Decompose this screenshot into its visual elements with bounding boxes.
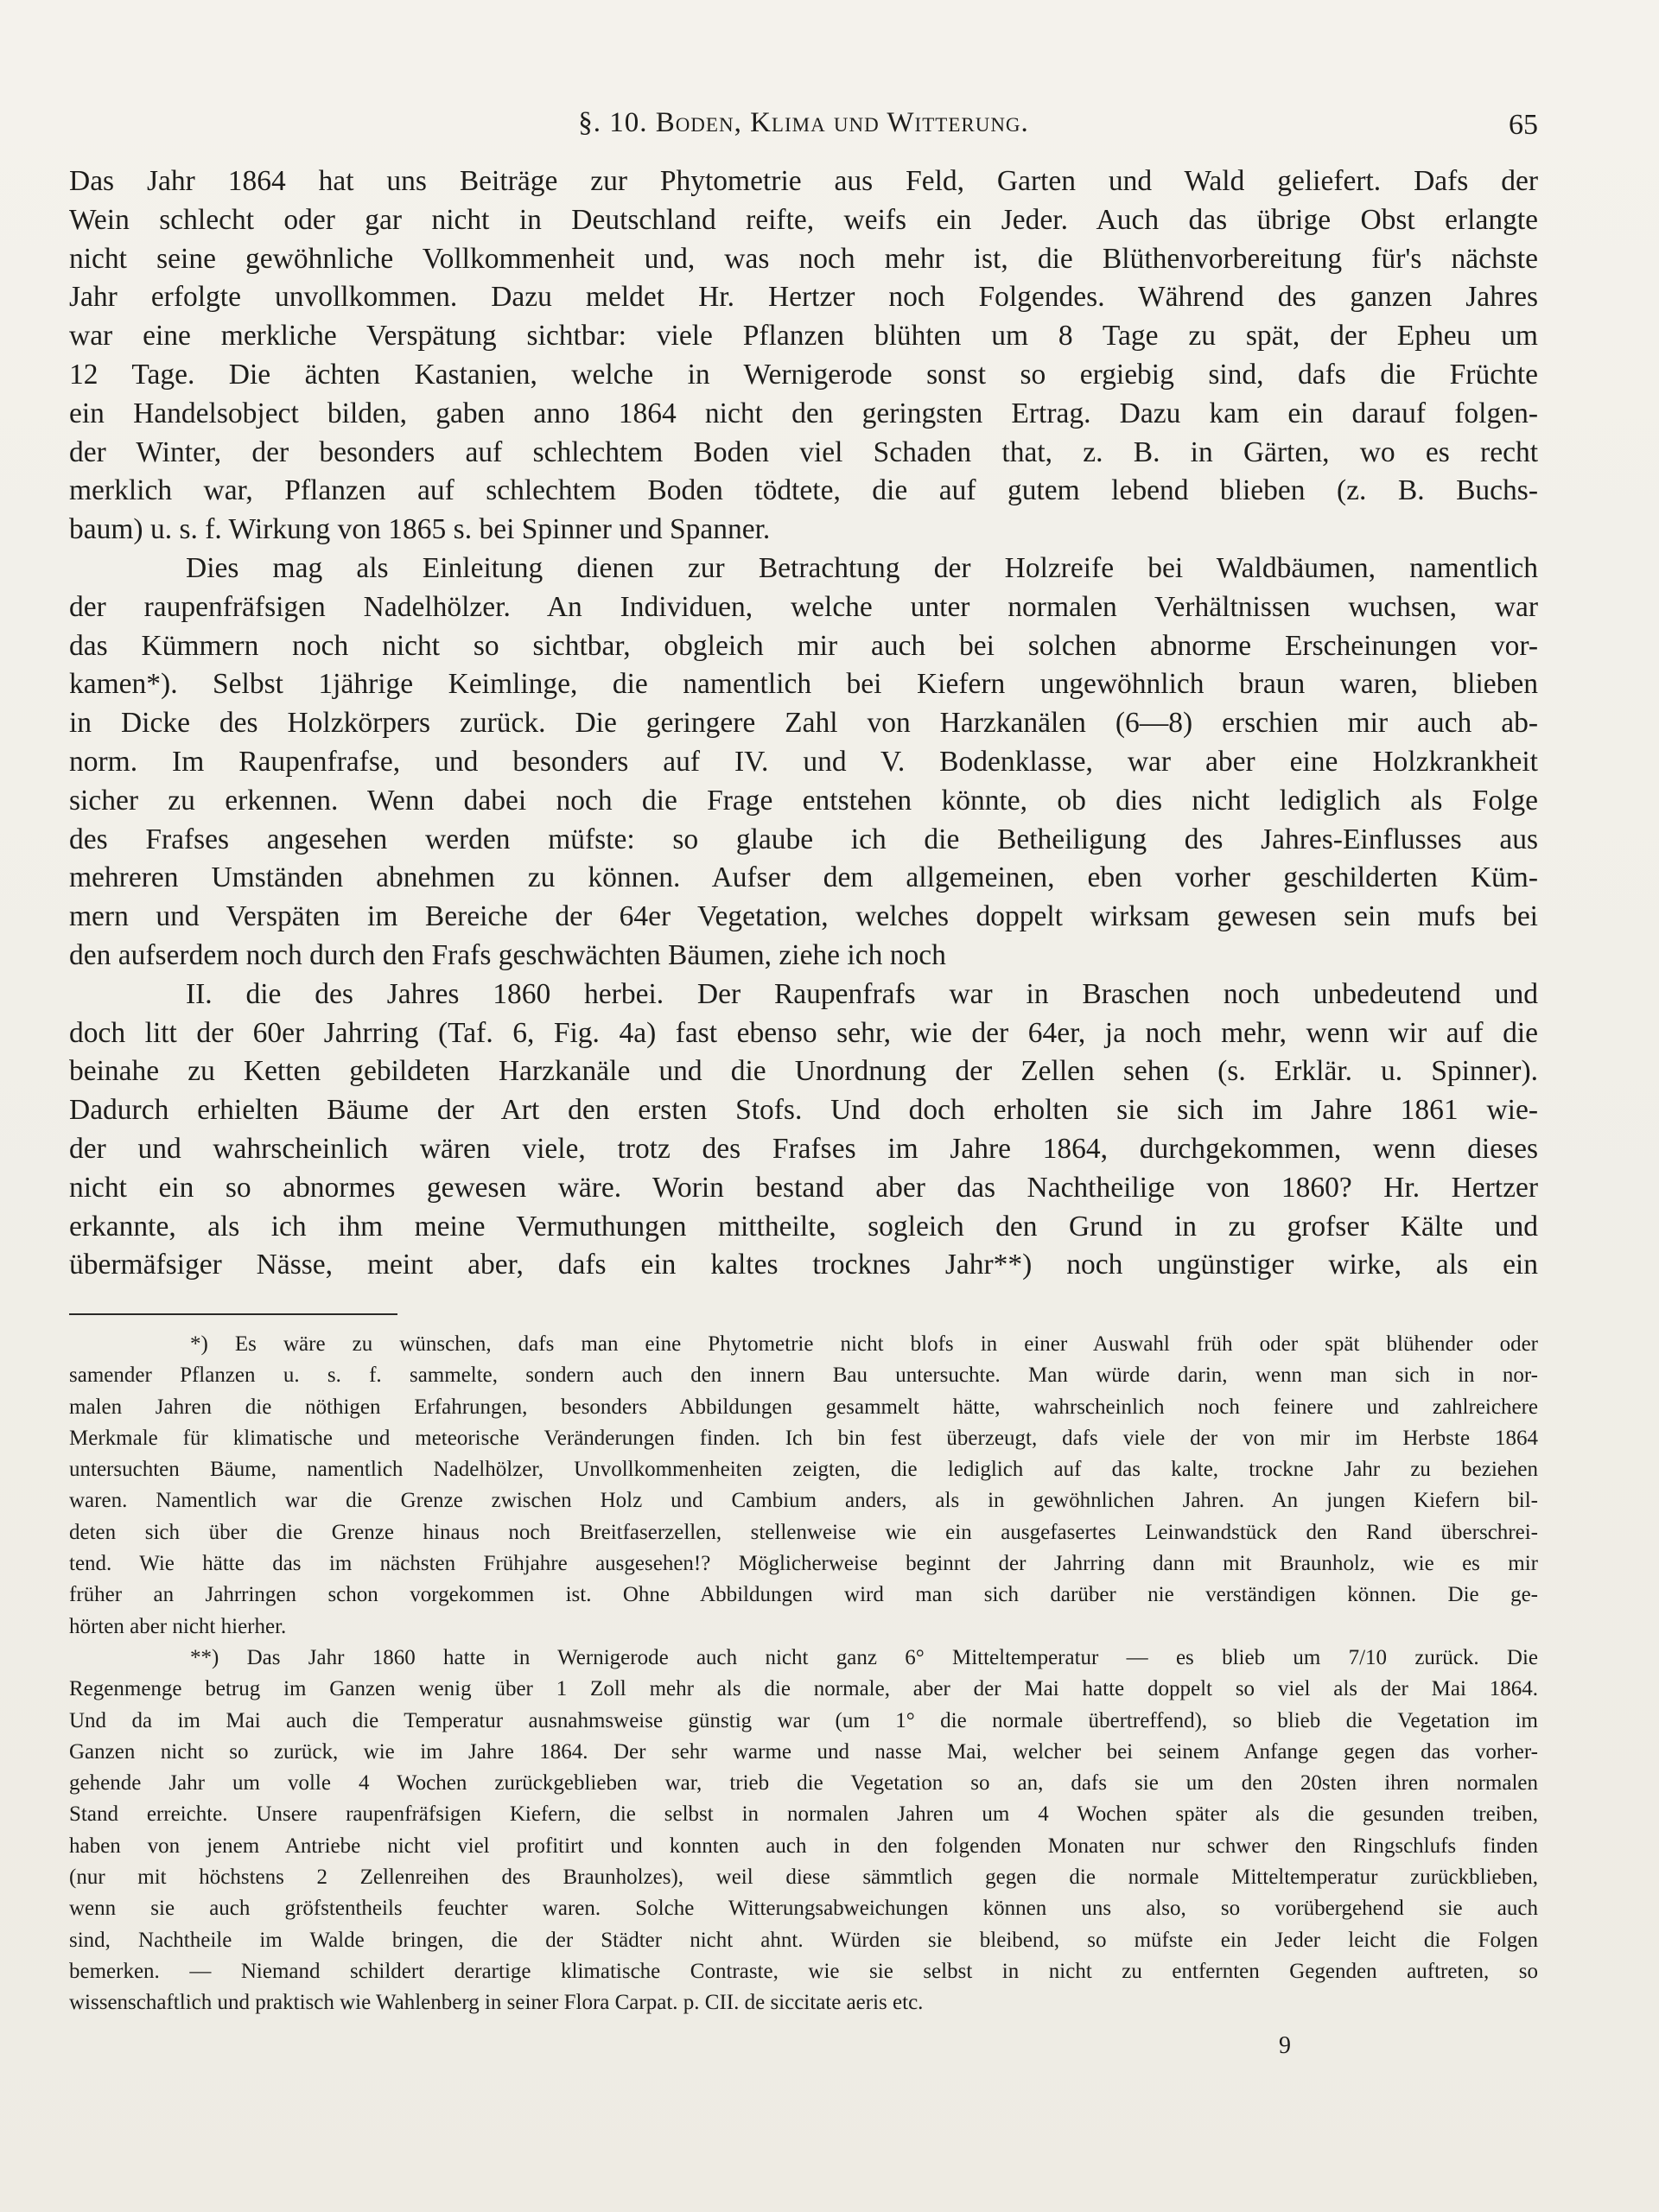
footnote-line: Merkmale für klimatische und meteorische Veränderungen finden. Ich bin fest überzeugt, dafs viele der von mir im Herbste 1864	[69, 1426, 1538, 1450]
signature-mark: 9	[1279, 2032, 1291, 2059]
footnote-line: Ganzen nicht so zurück, wie im Jahre 1864. Der sehr warme und nasse Mai, welcher bei seinem Anfange gegen das vorher-	[69, 1739, 1538, 1764]
text-line: Das Jahr 1864 hat uns Beiträge zur Phytometrie aus Feld, Garten und Wald geliefert. Dafs der	[69, 165, 1538, 197]
text-line: sicher zu erkennen. Wenn dabei noch die Frage entstehen könnte, ob dies nicht lediglich als Folge	[69, 784, 1538, 817]
text-line: Jahr erfolgte unvollkommen. Dazu meldet Hr. Hertzer noch Folgendes. Während des ganzen Jahres	[69, 281, 1538, 314]
text-line: mern und Verspäten im Bereiche der 64er Vegetation, welches doppelt wirksam gewesen sein mufs bei	[69, 900, 1538, 933]
text-line: Wein schlecht oder gar nicht in Deutschland reifte, weifs ein Jeder. Auch das übrige Obst erlangte	[69, 203, 1538, 236]
footnote-line: sind, Nachtheile im Walde bringen, die der Städter nicht ahnt. Würden sie bleibend, so müfste ein Jeder leicht die Folgen	[69, 1928, 1538, 1952]
text-line: baum) u. s. f. Wirkung von 1865 s. bei Spinner und Spanner.	[69, 513, 771, 546]
footnote-line: wenn sie auch gröfstentheils feuchter waren. Solche Witterungsabweichungen können uns also, so vorübergehend sie auch	[69, 1897, 1538, 1921]
text-line: nicht ein so abnormes gewesen wäre. Worin bestand aber das Nachtheilige von 1860? Hr. Hertzer	[69, 1171, 1538, 1204]
text-line: kamen*). Selbst 1jährige Keimlinge, die namentlich bei Kiefern ungewöhnlich braun waren, blieben	[69, 668, 1538, 701]
footnote-line: *) Es wäre zu wünschen, dafs man eine Phytometrie nicht blofs in einer Auswahl früh oder spät blühender oder	[190, 1332, 1538, 1356]
text-line: norm. Im Raupenfrafse, und besonders auf IV. und V. Bodenklasse, war aber eine Holzkrankheit	[69, 745, 1538, 778]
text-line: erkannte, als ich ihm meine Vermuthungen mittheilte, sogleich den Grund in zu grofser Kälte und	[69, 1210, 1538, 1243]
text-line: ein Handelsobject bilden, gaben anno 1864 nicht den geringsten Ertrag. Dazu kam ein darauf folgen-	[69, 397, 1538, 429]
footnote-line: deten sich über die Grenze hinaus noch Breitfaserzellen, stellenweise wie ein ausgefasertes Leinwandstück den Rand überschrei-	[69, 1520, 1538, 1544]
footnote-line: früher an Jahrringen schon vorgekommen ist. Ohne Abbildungen wird man sich darüber nie verständigen können. Die ge-	[69, 1583, 1538, 1607]
text-line: der und wahrscheinlich wären viele, trotz des Frafses im Jahre 1864, durchgekommen, wenn dieses	[69, 1132, 1538, 1165]
footnote-line: Regenmenge betrug im Ganzen wenig über 1 Zoll mehr als die normale, aber der Mai hatte doppelt so viel als der Mai 1864.	[69, 1677, 1538, 1701]
page-header	[69, 102, 1538, 154]
footnote-rule	[69, 1313, 397, 1315]
text-line: in Dicke des Holzkörpers zurück. Die geringere Zahl von Harzkanälen (6—8) erschien mir auch ab-	[69, 707, 1538, 740]
footnote-line: tend. Wie hätte das im nächsten Frühjahre ausgesehen!? Möglicherweise beginnt der Jahrring dann mit Braunholz, wie es mir	[69, 1552, 1538, 1576]
text-line: 12 Tage. Die ächten Kastanien, welche in Wernigerode sonst so ergiebig sind, dafs die Früchte	[69, 358, 1538, 391]
text-line: mehreren Umständen abnehmen zu können. Aufser dem allgemeinen, eben vorher geschilderten Küm-	[69, 861, 1538, 894]
footnote-line: (nur mit höchstens 2 Zellenreihen des Braunholzes), weil diese sämmtlich gegen die normale Mitteltemperatur zurückblieben,	[69, 1866, 1538, 1890]
text-line: Dies mag als Einleitung dienen zur Betrachtung der Holzreife bei Waldbäumen, namentlich	[186, 551, 1538, 584]
footnote-line: hörten aber nicht hierher.	[69, 1614, 287, 1638]
text-line: war eine merkliche Verspätung sichtbar: viele Pflanzen blühten um 8 Tage zu spät, der Epheu um	[69, 320, 1538, 353]
text-line: doch litt der 60er Jahrring (Taf. 6, Fig. 4a) fast ebenso sehr, wie der 64er, ja noch mehr, wenn wir auf die	[69, 1016, 1538, 1049]
text-line: Dadurch erhielten Bäume der Art den ersten Stofs. Und doch erholten sie sich im Jahre 1861 wie-	[69, 1094, 1538, 1127]
footnote-line: waren. Namentlich war die Grenze zwischen Holz und Cambium anders, als in gewöhnlichen Jahren. An jungen Kiefern bil-	[69, 1489, 1538, 1513]
running-head: §. 10. Boden, Klima und Witterung.	[578, 107, 1029, 138]
footnote-line: **) Das Jahr 1860 hatte in Wernigerode auch nicht ganz 6° Mitteltemperatur — es blieb um 7/10 zurück. Die	[190, 1645, 1538, 1669]
footnote-line: Und da im Mai auch die Temperatur ausnahmsweise günstig war (um 1° die normale übertreffend), so blieb die Vegetation im	[69, 1708, 1538, 1732]
footnote-line: wissenschaftlich und praktisch wie Wahlenberg in seiner Flora Carpat. p. CII. de siccitate aeris etc.	[69, 1991, 924, 2015]
text-line: des Frafses angesehen werden müfste: so glaube ich die Betheiligung des Jahres-Einflusses aus	[69, 823, 1538, 855]
text-line: das Kümmern noch nicht so sichtbar, obgleich mir auch bei solchen abnorme Erscheinungen vor-	[69, 629, 1538, 662]
main-text	[69, 162, 1538, 1285]
text-line: II. die des Jahres 1860 herbei. Der Raupenfrafs war in Braschen noch unbedeutend und	[186, 977, 1538, 1010]
footnote-line: Stand erreichte. Unsere raupenfräfsigen Kiefern, die selbst in normalen Jahren um 4 Wochen später als die gesunden treiben,	[69, 1802, 1538, 1827]
text-line: übermäfsiger Nässe, meint aber, dafs ein kaltes trocknes Jahr**) noch ungünstiger wirke, als ein	[69, 1249, 1538, 1281]
page-number: 65	[1509, 109, 1538, 141]
text-line: der Winter, der besonders auf schlechtem Boden viel Schaden that, z. B. in Gärten, wo es recht	[69, 435, 1538, 468]
text-line: den aufserdem noch durch den Frafs geschwächten Bäumen, ziehe ich noch	[69, 938, 946, 971]
footnote-line: samender Pflanzen u. s. f. sammelte, sondern auch den innern Bau untersuchte. Man würde darin, wenn man sich in nor-	[69, 1363, 1538, 1388]
footnote-line: untersuchten Bäume, namentlich Nadelhölzer, Unvollkommenheiten zeigten, die lediglich auf das kalte, trockne Jahr zu beziehen	[69, 1458, 1538, 1482]
footnote-line: haben von jenem Antriebe nicht viel profitirt und konnten auch in den folgenden Monaten nur schwer den Ringschlufs finden	[69, 1834, 1538, 1858]
text-line: nicht seine gewöhnliche Vollkommenheit und, was noch mehr ist, die Blüthenvorbereitung für's nächste	[69, 242, 1538, 275]
footnote-line: malen Jahren die nöthigen Erfahrungen, besonders Abbildungen gesammelt hätte, wahrscheinlich noch feinere und zahlreichere	[69, 1395, 1538, 1419]
text-line: merklich war, Pflanzen auf schlechtem Boden tödtete, die auf gutem lebend blieben (z. B. Buchs-	[69, 474, 1538, 507]
footnote-line: gehende Jahr um volle 4 Wochen zurückgeblieben war, trieb die Vegetation so an, dafs sie um den 20sten ihren normalen	[69, 1771, 1538, 1796]
text-line: beinahe zu Ketten gebildeten Harzkanäle und die Unordnung der Zellen sehen (s. Erklär. u. Spinner).	[69, 1055, 1538, 1088]
text-line: der raupenfräfsigen Nadelhölzer. An Individuen, welche unter normalen Verhältnissen wuchsen, war	[69, 590, 1538, 623]
footnote-line: bemerken. — Niemand schildert derartige klimatische Contraste, wie sie selbst in nicht zu entfernten Gegenden auftreten, so	[69, 1959, 1538, 1983]
footnotes	[69, 1329, 1538, 2019]
